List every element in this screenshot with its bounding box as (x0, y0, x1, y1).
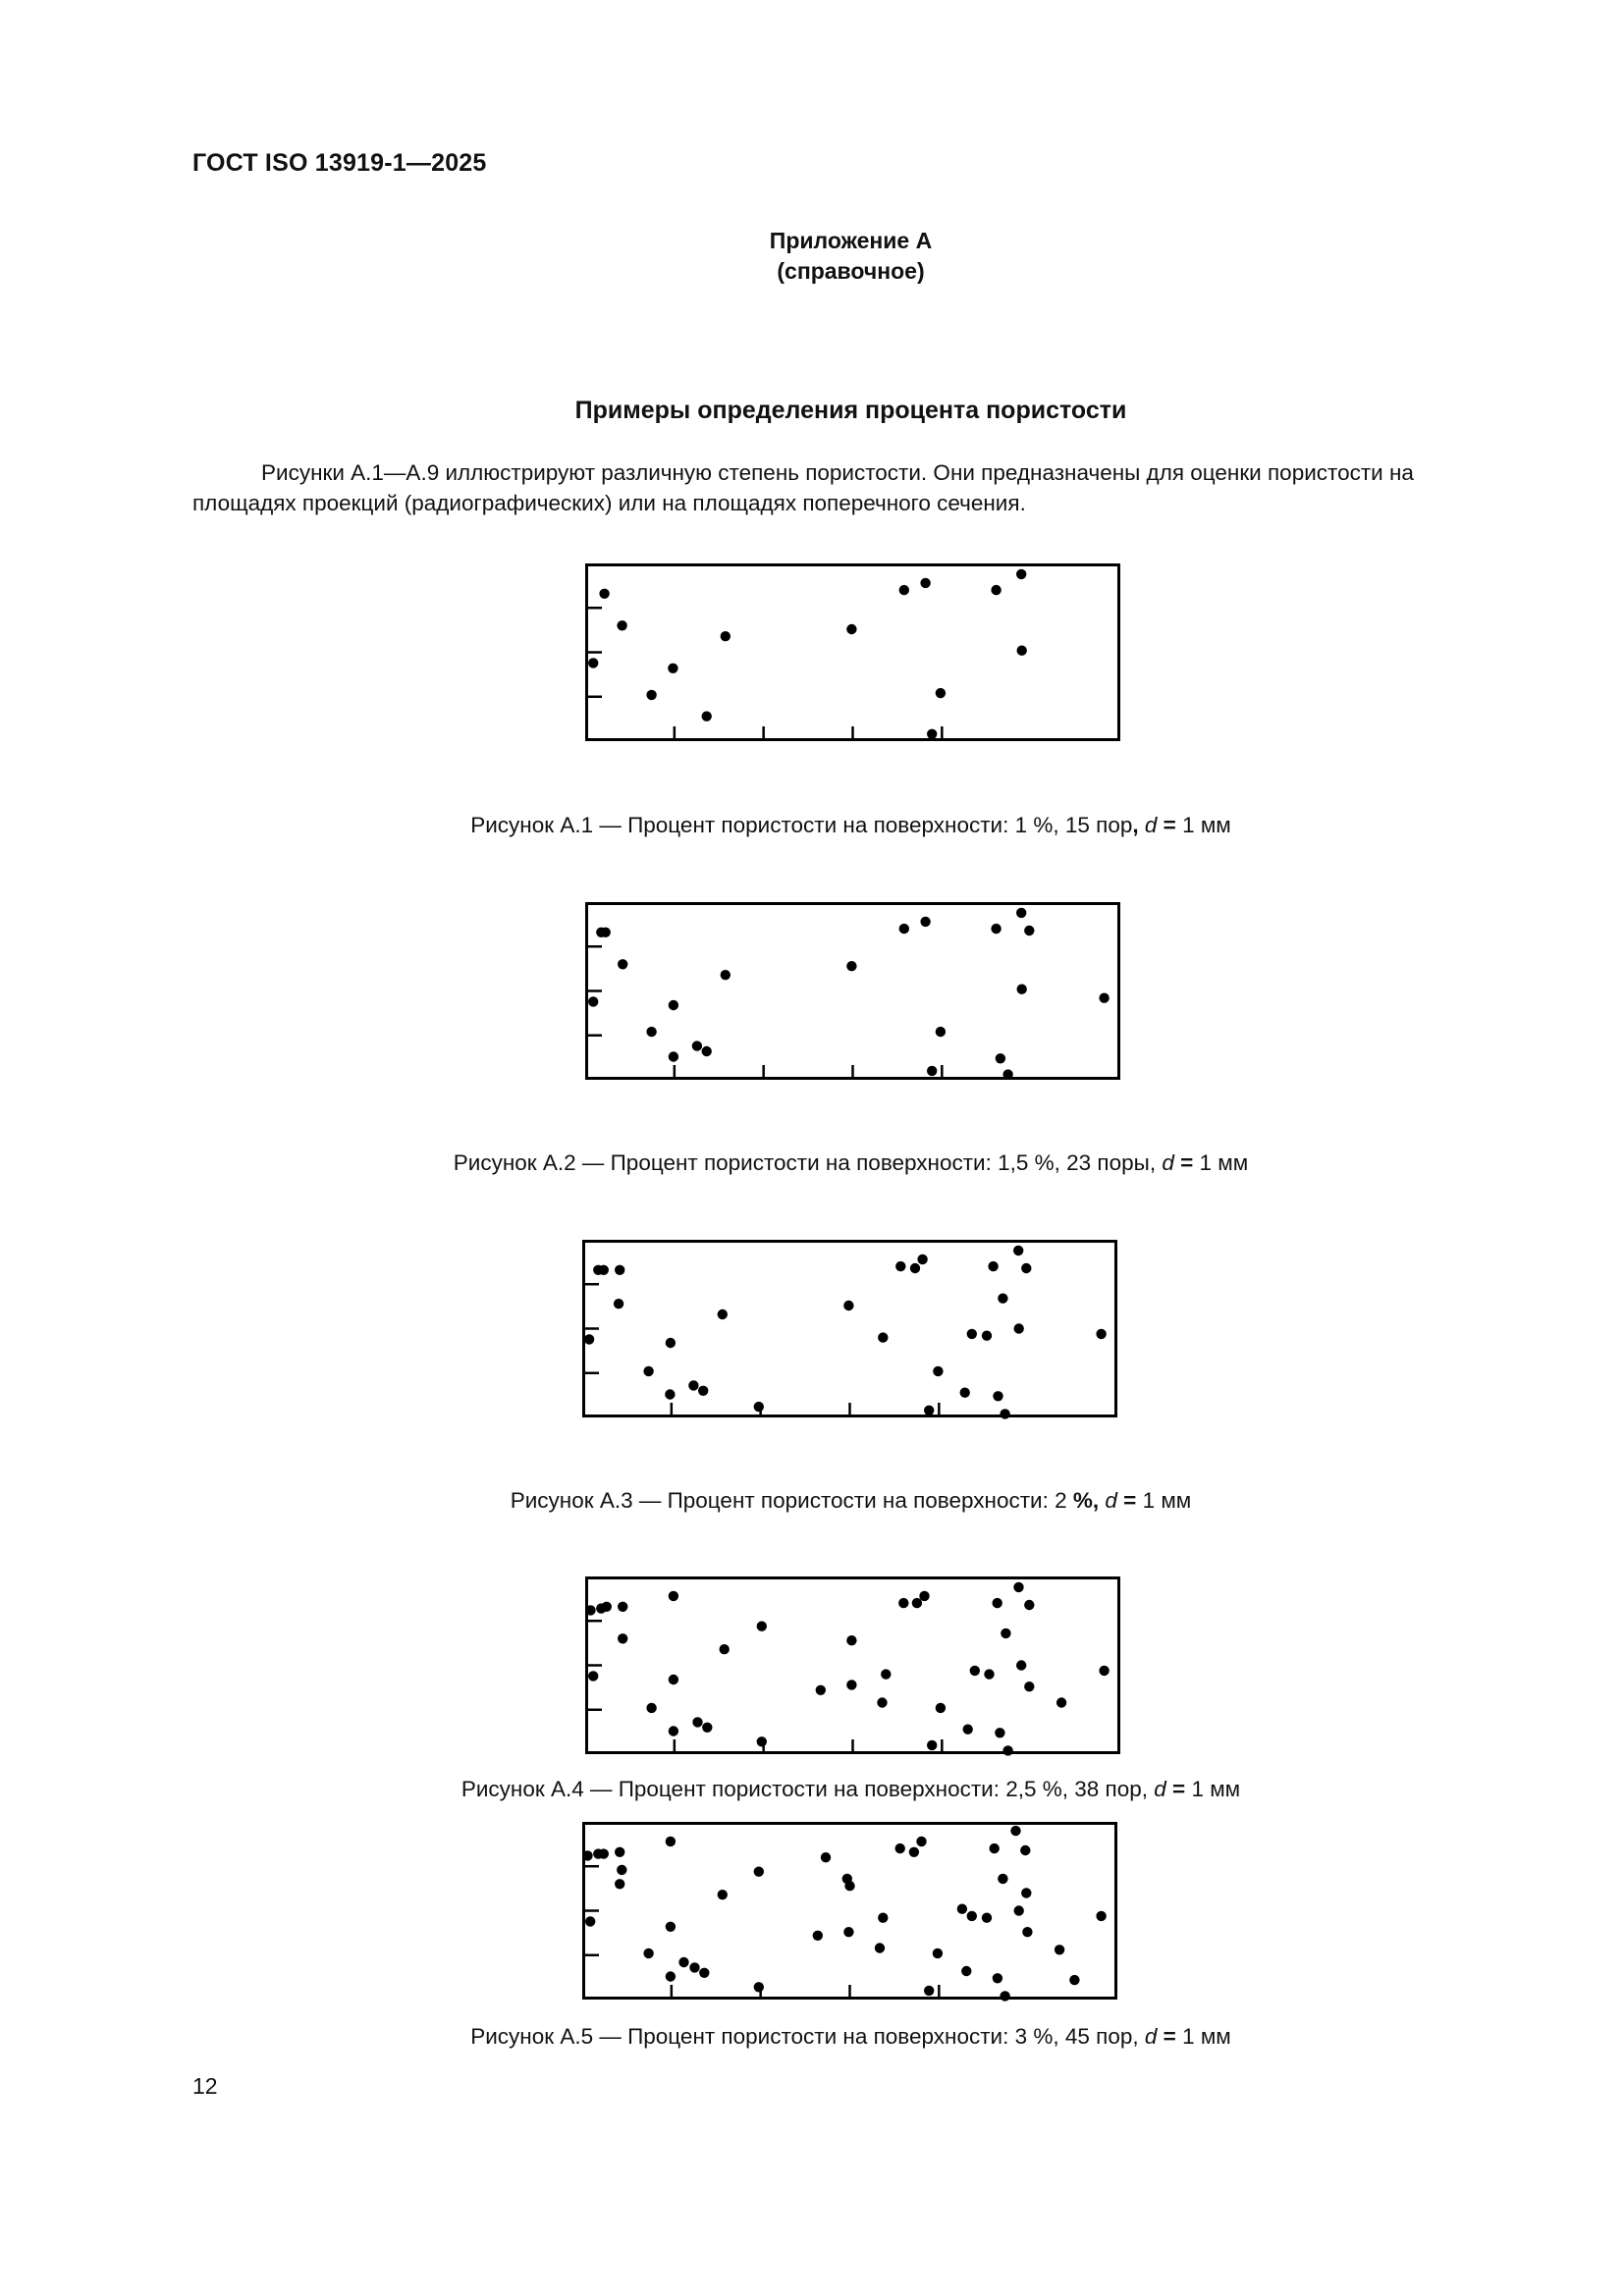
pore-dot (692, 1717, 702, 1727)
pore-dot (699, 1968, 709, 1978)
pore-field (582, 1240, 1117, 1417)
pore-dot (1013, 1246, 1023, 1255)
pore-dot (982, 1913, 992, 1923)
pore-field (585, 1576, 1120, 1754)
pore-dot (990, 1843, 1000, 1853)
pore-dot (982, 1331, 992, 1341)
pore-field (582, 1822, 1117, 2000)
pore-dot (618, 1633, 627, 1643)
pore-dot (1000, 1409, 1009, 1418)
caption-equals: = (1123, 1488, 1137, 1513)
pore-dot (821, 1852, 831, 1862)
caption-diameter-value: 1 мм (1191, 1777, 1241, 1801)
pore-dot (912, 1598, 922, 1608)
pore-dot (993, 1391, 1002, 1401)
figure-caption-a1 (0, 813, 1624, 838)
pore-dot (960, 1388, 970, 1398)
pore-dot (895, 1261, 905, 1271)
figure-frame (587, 1578, 1119, 1753)
pore-dot (846, 624, 856, 634)
pore-dot (615, 1847, 624, 1857)
pore-dot (718, 1890, 728, 1899)
pore-dot (584, 1334, 594, 1344)
pore-dot (757, 1736, 767, 1746)
caption-text: Рисунок А.1 — Процент пористости на поверхности: 1 %, 15 пор (470, 813, 1133, 837)
pore-dot (881, 1669, 891, 1679)
document-header: ГОСТ ISO 13919-1—2025 (192, 149, 487, 177)
pore-dot (933, 1949, 943, 1958)
section-title: Примеры определения процента пористости (574, 397, 1127, 424)
pore-dot (1001, 1629, 1010, 1638)
pore-dot (924, 1986, 934, 1996)
pore-dot (669, 1591, 678, 1601)
pore-dot (1021, 1888, 1031, 1897)
pore-dot (910, 1263, 920, 1273)
pore-dot (967, 1911, 977, 1921)
pore-dot (754, 1867, 764, 1877)
pore-dot (585, 1916, 595, 1926)
pore-dot (1022, 1927, 1032, 1937)
intro-paragraph: Рисунки А.1—А.9 иллюстрируют различную степень пористости. Они предназначены для оценки пористости на площадях проекций (радиографических) или на площадях поперечного сечения. (192, 460, 1414, 515)
pore-dot (618, 1602, 627, 1612)
caption-equals: = (1163, 2024, 1176, 2049)
pore-field (585, 902, 1120, 1080)
pore-dot (984, 1669, 994, 1679)
pore-dot (995, 1728, 1004, 1737)
pore-dot (875, 1943, 885, 1952)
caption-diameter-value: 1 мм (1199, 1150, 1249, 1175)
pore-dot (1016, 908, 1026, 918)
pore-dot (1020, 1845, 1030, 1855)
figure-caption-a5 (0, 2024, 1624, 2050)
pore-dot (599, 1848, 609, 1858)
figure-frame (584, 1824, 1116, 1999)
caption-diameter-value: 1 мм (1142, 1488, 1192, 1513)
caption-text: Рисунок А.5 — Процент пористости на поверхности: 3 %, 45 пор (470, 2024, 1133, 2049)
pore-dot (936, 688, 946, 698)
pore-dot (646, 690, 656, 700)
annex-heading (0, 226, 1624, 287)
pore-dot (643, 1949, 653, 1958)
pore-dot (1069, 1975, 1079, 1985)
caption-diameter-value: 1 мм (1182, 2024, 1231, 2049)
pore-dot (646, 1027, 656, 1037)
pore-dot (1099, 1666, 1109, 1676)
pore-dot (1055, 1945, 1064, 1954)
pore-dot (1024, 1682, 1034, 1691)
pore-dot (924, 1406, 934, 1415)
pore-dot (1016, 569, 1026, 579)
pore-dot (1096, 1329, 1106, 1339)
pore-dot (895, 1843, 905, 1853)
pore-dot (846, 1680, 856, 1689)
pore-dot (843, 1301, 853, 1310)
pore-dot (970, 1666, 980, 1676)
pore-dot (899, 924, 909, 934)
pore-dot (1014, 1323, 1024, 1333)
pore-dot (1016, 1660, 1026, 1670)
pore-dot (927, 1740, 937, 1750)
pore-dot (688, 1380, 698, 1390)
pore-dot (615, 1879, 624, 1889)
pore-dot (617, 1865, 626, 1875)
figure-caption-a2 (0, 1150, 1624, 1176)
pore-dot (665, 1389, 675, 1399)
pore-dot (646, 1703, 656, 1713)
page-number: 12 (192, 2073, 218, 2099)
pore-dot (909, 1847, 919, 1857)
caption-diameter-symbol: d (1144, 813, 1158, 837)
annex-title: Приложение А (769, 228, 933, 253)
caption-diameter-symbol: d (1105, 1488, 1117, 1513)
pore-dot (1017, 985, 1027, 994)
pore-dot (615, 1265, 624, 1275)
pore-dot (702, 1723, 712, 1733)
pore-dot (702, 712, 712, 721)
pore-dot (920, 917, 930, 927)
porosity-figure-a1 (585, 563, 1120, 741)
pore-dot (846, 961, 856, 971)
figure-caption-a3 (0, 1488, 1624, 1514)
caption-diameter-value: 1 мм (1182, 813, 1231, 837)
pore-dot (996, 1053, 1005, 1063)
pore-dot (669, 1726, 678, 1735)
pore-dot (698, 1386, 708, 1396)
pore-dot (1002, 1069, 1012, 1079)
pore-dot (998, 1294, 1007, 1304)
pore-dot (588, 1671, 598, 1681)
pore-dot (1002, 1745, 1012, 1755)
caption-separator: , (1132, 2024, 1139, 2049)
pore-dot (813, 1931, 823, 1941)
caption-equals: = (1172, 1777, 1186, 1801)
pore-dot (666, 1338, 676, 1348)
pore-dot (702, 1046, 712, 1056)
pore-dot (920, 578, 930, 588)
caption-separator: , (1149, 1150, 1157, 1175)
pore-dot (754, 1402, 764, 1412)
pore-dot (588, 996, 598, 1006)
pore-dot (1024, 926, 1034, 935)
pore-dot (599, 1265, 609, 1275)
pore-dot (843, 1927, 853, 1937)
caption-diameter-symbol: d (1154, 1777, 1166, 1801)
pore-dot (1056, 1697, 1066, 1707)
pore-dot (1017, 646, 1027, 656)
caption-diameter-symbol: d (1162, 1150, 1174, 1175)
pore-dot (878, 1332, 888, 1342)
pore-dot (1000, 1991, 1009, 2001)
figure-frame (587, 565, 1119, 740)
pore-dot (666, 1971, 676, 1981)
pore-dot (878, 1913, 888, 1923)
pore-dot (816, 1685, 826, 1695)
pore-dot (601, 928, 611, 937)
pore-dot (669, 1675, 678, 1684)
pore-dot (718, 1309, 728, 1319)
pore-dot (1014, 1905, 1024, 1915)
pore-dot (877, 1697, 887, 1707)
pore-dot (933, 1366, 943, 1376)
pore-dot (720, 1644, 730, 1654)
porosity-figure-a4 (585, 1576, 1120, 1754)
pore-dot (643, 1366, 653, 1376)
pore-dot (961, 1966, 971, 1976)
pore-dot (666, 1922, 676, 1932)
pore-dot (614, 1299, 623, 1308)
pore-dot (993, 1598, 1002, 1608)
pore-field (585, 563, 1120, 741)
pore-dot (588, 658, 598, 667)
pore-dot (936, 1027, 946, 1037)
pore-dot (991, 924, 1001, 934)
pore-dot (1021, 1263, 1031, 1273)
pore-dot (927, 729, 937, 739)
pore-dot (844, 1881, 854, 1891)
porosity-figure-a3 (582, 1240, 1117, 1417)
pore-dot (936, 1703, 946, 1713)
pore-dot (617, 620, 626, 630)
pore-dot (1013, 1582, 1023, 1592)
pore-dot (988, 1261, 998, 1271)
pore-dot (669, 1000, 678, 1010)
pore-dot (991, 585, 1001, 595)
caption-text: Рисунок А.3 — Процент пористости на поверхности: 2 (510, 1488, 1067, 1513)
caption-separator: , (1132, 813, 1139, 837)
pore-dot (618, 959, 627, 969)
figure-frame (584, 1242, 1116, 1416)
pore-dot (689, 1962, 699, 1972)
pore-dot (963, 1725, 973, 1735)
figure-frame (587, 904, 1119, 1079)
pore-dot (957, 1904, 967, 1914)
pore-dot (602, 1602, 612, 1612)
caption-diameter-symbol: d (1144, 2024, 1158, 2049)
pore-dot (917, 1255, 927, 1264)
pore-dot (998, 1874, 1007, 1884)
pore-dot (678, 1957, 688, 1967)
pore-dot (692, 1041, 702, 1050)
pore-dot (582, 1850, 592, 1860)
pore-dot (967, 1329, 977, 1339)
pore-dot (599, 589, 609, 599)
pore-dot (669, 1051, 678, 1061)
figure-caption-a4 (0, 1777, 1624, 1802)
pore-dot (898, 1598, 908, 1608)
pore-dot (846, 1635, 856, 1645)
pore-dot (668, 664, 677, 673)
porosity-figure-a2 (585, 902, 1120, 1080)
caption-separator: %, (1066, 1488, 1100, 1513)
pore-dot (721, 631, 731, 641)
pore-dot (1099, 993, 1109, 1003)
pore-dot (993, 1973, 1002, 1983)
caption-equals: = (1180, 1150, 1194, 1175)
pore-dot (585, 1605, 595, 1615)
pore-dot (721, 970, 731, 980)
pore-dot (916, 1837, 926, 1846)
porosity-figure-a5 (582, 1822, 1117, 2000)
pore-dot (1010, 1826, 1020, 1836)
pore-dot (927, 1066, 937, 1076)
pore-dot (1096, 1911, 1106, 1921)
pore-dot (757, 1622, 767, 1631)
pore-dot (899, 585, 909, 595)
annex-subtitle: (справочное) (777, 258, 925, 284)
caption-separator: , (1141, 1777, 1148, 1801)
pore-dot (754, 1982, 764, 1992)
caption-text: Рисунок А.2 — Процент пористости на поверхности: 1,5 %, 23 поры (453, 1150, 1150, 1175)
pore-dot (666, 1837, 676, 1846)
caption-text: Рисунок А.4 — Процент пористости на поверхности: 2,5 %, 38 пор (460, 1777, 1142, 1801)
caption-equals: = (1163, 813, 1176, 837)
pore-dot (1024, 1600, 1034, 1610)
pore-dot (919, 1591, 929, 1601)
